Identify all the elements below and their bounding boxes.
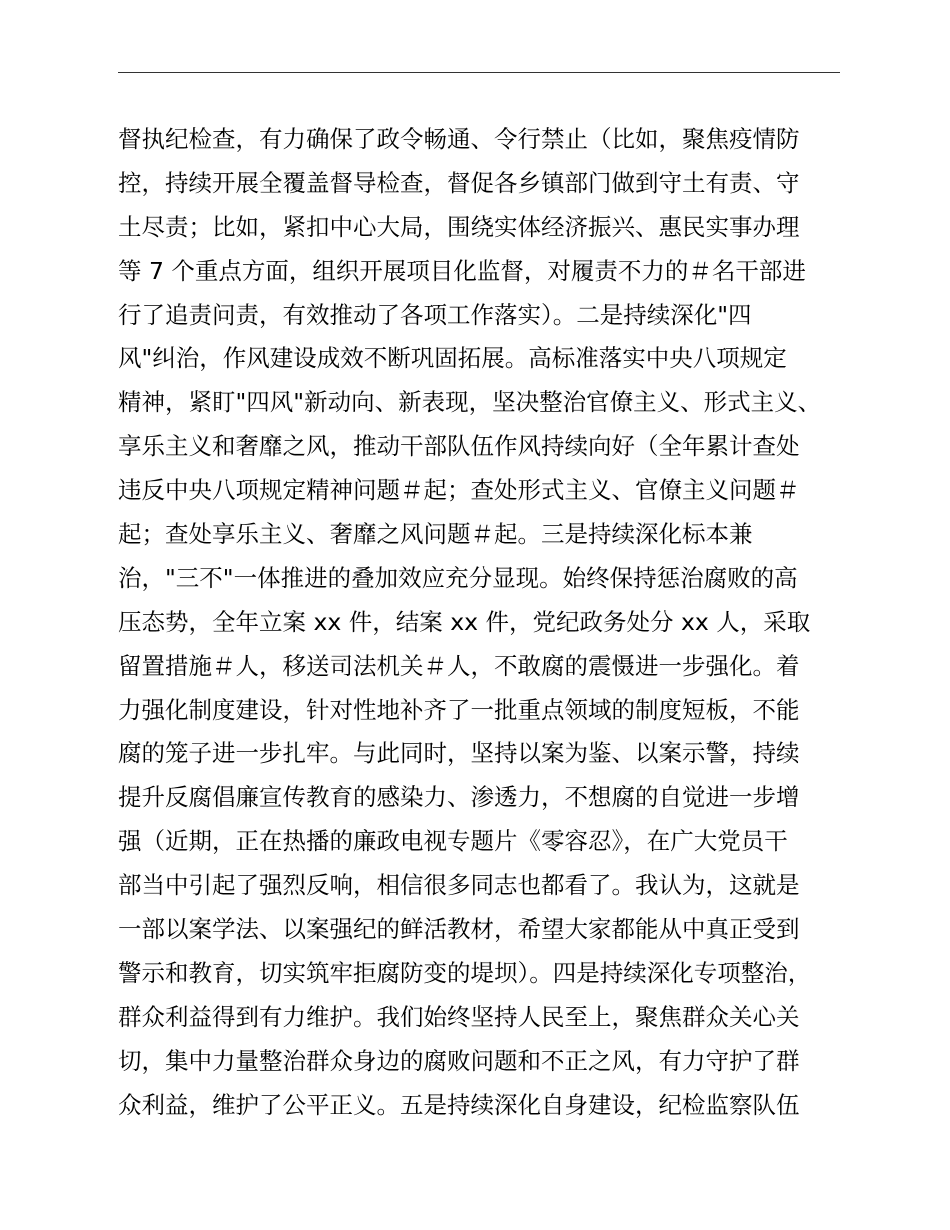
text-line: 部当中引起了强烈反响，相信很多同志也都看了。我认为，这就是 bbox=[118, 871, 800, 900]
text-line: 风"纠治，作风建设成效不断巩固拓展。高标准落实中央八项规定 bbox=[118, 344, 787, 373]
text-line: 违反中央八项规定精神问题＃起；查处形式主义、官僚主义问题＃ bbox=[118, 476, 800, 505]
text-line: 行了追责问责，有效推动了各项工作落实）。二是持续深化"四 bbox=[118, 300, 752, 329]
text-line: 腐的笼子进一步扎牢。与此同时，坚持以案为鉴、以案示警，持续 bbox=[118, 739, 800, 768]
text-line: 强（近期，正在热播的廉政电视专题片《零容忍》，在广大党员干 bbox=[118, 827, 788, 856]
text-line: 众利益，维护了公平正义。五是持续深化自身建设，纪检监察队伍 bbox=[118, 1090, 800, 1119]
text-line: 群众利益得到有力维护。我们始终坚持人民至上，聚焦群众关心关 bbox=[118, 1002, 800, 1031]
text-line: 警示和教育，切实筑牢拒腐防变的堤坝）。四是持续深化专项整治， bbox=[118, 958, 812, 987]
text-line: 一部以案学法、以案强纪的鲜活教材，希望大家都能从中真正受到 bbox=[118, 915, 800, 944]
text-line: 控，持续开展全覆盖督导检查，督促各乡镇部门做到守土有责、守 bbox=[118, 168, 800, 197]
text-line: 治，"三不"一体推进的叠加效应充分显现。始终保持惩治腐败的高 bbox=[118, 563, 798, 592]
text-line: 起；查处享乐主义、奢靡之风问题＃起。三是持续深化标本兼 bbox=[118, 520, 753, 549]
text-line: 等 7 个重点方面，组织开展项目化监督，对履责不力的＃名干部进 bbox=[118, 256, 806, 285]
text-line: 留置措施＃人，移送司法机关＃人，不敢腐的震慑进一步强化。着 bbox=[118, 651, 800, 680]
header-rule bbox=[118, 72, 840, 73]
text-line: 督执纪检查，有力确保了政令畅通、令行禁止（比如，聚焦疫情防 bbox=[118, 125, 800, 153]
body-text bbox=[118, 118, 848, 1127]
text-line: 压态势，全年立案 xx 件，结案 xx 件，党纪政务处分 xx 人，采取 bbox=[118, 607, 811, 636]
text-line: 力强化制度建设，针对性地补齐了一批重点领域的制度短板，不能 bbox=[118, 695, 800, 724]
text-line: 享乐主义和奢靡之风，推动干部队伍作风持续向好（全年累计查处 bbox=[118, 432, 800, 461]
text-line: 提升反腐倡廉宣传教育的感染力、渗透力，不想腐的自觉进一步增 bbox=[118, 783, 800, 812]
text-line: 土尽责；比如，紧扣中心大局，围绕实体经济振兴、惠民实事办理 bbox=[118, 212, 800, 241]
text-line: 精神，紧盯"四风"新动向、新表现，坚决整治官僚主义、形式主义、 bbox=[118, 388, 822, 417]
text-line: 切，集中力量整治群众身边的腐败问题和不正之风，有力守护了群 bbox=[118, 1046, 800, 1075]
